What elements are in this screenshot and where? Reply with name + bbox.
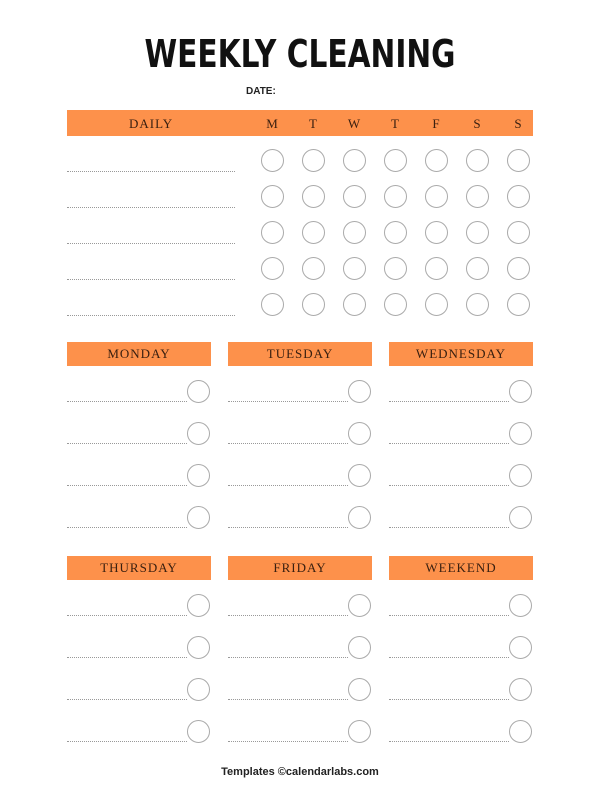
checkbox-circle[interactable] — [509, 678, 532, 701]
checkbox-circle[interactable] — [509, 464, 532, 487]
checkbox-circle[interactable] — [343, 257, 366, 280]
checkbox-circle[interactable] — [187, 678, 210, 701]
task-line[interactable] — [228, 615, 348, 616]
checkbox-circle[interactable] — [509, 422, 532, 445]
task-line[interactable] — [389, 485, 509, 486]
checkbox-circle[interactable] — [343, 185, 366, 208]
day-label: T — [391, 116, 399, 131]
checkbox-circle[interactable] — [348, 506, 371, 529]
checkbox-circle[interactable] — [425, 185, 448, 208]
section-header-friday: FRIDAY — [228, 556, 372, 580]
checkbox-circle[interactable] — [261, 149, 284, 172]
task-line[interactable] — [228, 485, 348, 486]
day-label: S — [473, 116, 481, 131]
checkbox-circle[interactable] — [384, 149, 407, 172]
checkbox-circle[interactable] — [343, 149, 366, 172]
checkbox-circle[interactable] — [302, 257, 325, 280]
checkbox-circle[interactable] — [187, 380, 210, 403]
task-line[interactable] — [67, 443, 187, 444]
task-line[interactable] — [67, 485, 187, 486]
day-label: S — [514, 116, 522, 131]
checkbox-circle[interactable] — [425, 221, 448, 244]
checkbox-circle[interactable] — [261, 221, 284, 244]
checkbox-circle[interactable] — [509, 506, 532, 529]
checkbox-circle[interactable] — [348, 380, 371, 403]
checkbox-circle[interactable] — [302, 221, 325, 244]
checkbox-circle[interactable] — [507, 221, 530, 244]
checkbox-circle[interactable] — [507, 257, 530, 280]
task-line[interactable] — [67, 207, 235, 208]
checkbox-circle[interactable] — [425, 293, 448, 316]
task-line[interactable] — [67, 315, 235, 316]
task-line[interactable] — [67, 171, 235, 172]
checkbox-circle[interactable] — [509, 720, 532, 743]
daily-label: DAILY — [129, 116, 174, 131]
task-line[interactable] — [389, 527, 509, 528]
checkbox-circle[interactable] — [302, 185, 325, 208]
checkbox-circle[interactable] — [343, 293, 366, 316]
checkbox-circle[interactable] — [302, 149, 325, 172]
checkbox-circle[interactable] — [507, 149, 530, 172]
day-label: T — [309, 116, 317, 131]
day-label: W — [347, 116, 361, 131]
checkbox-circle[interactable] — [348, 422, 371, 445]
checkbox-circle[interactable] — [348, 594, 371, 617]
checkbox-circle[interactable] — [187, 506, 210, 529]
day-label: F — [432, 116, 440, 131]
checkbox-circle[interactable] — [187, 422, 210, 445]
checkbox-circle[interactable] — [507, 185, 530, 208]
checkbox-circle[interactable] — [187, 720, 210, 743]
checkbox-circle[interactable] — [261, 293, 284, 316]
checkbox-circle[interactable] — [348, 678, 371, 701]
task-line[interactable] — [389, 741, 509, 742]
section-header-wednesday: WEDNESDAY — [389, 342, 533, 366]
checkbox-circle[interactable] — [348, 636, 371, 659]
task-line[interactable] — [67, 699, 187, 700]
checkbox-circle[interactable] — [187, 594, 210, 617]
task-line[interactable] — [389, 615, 509, 616]
checkbox-circle[interactable] — [302, 293, 325, 316]
task-line[interactable] — [67, 401, 187, 402]
checkbox-circle[interactable] — [261, 185, 284, 208]
checkbox-circle[interactable] — [343, 221, 366, 244]
day-label: M — [266, 116, 278, 131]
checkbox-circle[interactable] — [509, 380, 532, 403]
task-line[interactable] — [67, 279, 235, 280]
page-title: WEEKLY CLEANING — [144, 32, 456, 76]
checkbox-circle[interactable] — [466, 221, 489, 244]
checkbox-circle[interactable] — [187, 636, 210, 659]
checkbox-circle[interactable] — [425, 257, 448, 280]
checkbox-circle[interactable] — [466, 149, 489, 172]
checkbox-circle[interactable] — [425, 149, 448, 172]
checkbox-circle[interactable] — [348, 464, 371, 487]
task-line[interactable] — [389, 443, 509, 444]
task-line[interactable] — [228, 699, 348, 700]
section-header-thursday: THURSDAY — [67, 556, 211, 580]
section-header-tuesday: TUESDAY — [228, 342, 372, 366]
task-line[interactable] — [67, 527, 187, 528]
checkbox-circle[interactable] — [509, 594, 532, 617]
checkbox-circle[interactable] — [509, 636, 532, 659]
checkbox-circle[interactable] — [348, 720, 371, 743]
task-line[interactable] — [389, 401, 509, 402]
task-line[interactable] — [389, 699, 509, 700]
task-line[interactable] — [67, 657, 187, 658]
date-label: DATE: — [246, 86, 276, 97]
checkbox-circle[interactable] — [384, 257, 407, 280]
section-header-monday: MONDAY — [67, 342, 211, 366]
task-line[interactable] — [67, 615, 187, 616]
task-line[interactable] — [228, 401, 348, 402]
task-line[interactable] — [228, 527, 348, 528]
checkbox-circle[interactable] — [507, 293, 530, 316]
checkbox-circle[interactable] — [384, 293, 407, 316]
checkbox-circle[interactable] — [261, 257, 284, 280]
task-line[interactable] — [67, 741, 187, 742]
checkbox-circle[interactable] — [384, 221, 407, 244]
task-line[interactable] — [228, 741, 348, 742]
checkbox-circle[interactable] — [466, 185, 489, 208]
task-line[interactable] — [228, 443, 348, 444]
footer: Templates ©calendarlabs.com — [221, 766, 379, 778]
checkbox-circle[interactable] — [466, 293, 489, 316]
checkbox-circle[interactable] — [187, 464, 210, 487]
checkbox-circle[interactable] — [384, 185, 407, 208]
section-header-weekend: WEEKEND — [389, 556, 533, 580]
task-line[interactable] — [228, 657, 348, 658]
checkbox-circle[interactable] — [466, 257, 489, 280]
task-line[interactable] — [67, 243, 235, 244]
task-line[interactable] — [389, 657, 509, 658]
